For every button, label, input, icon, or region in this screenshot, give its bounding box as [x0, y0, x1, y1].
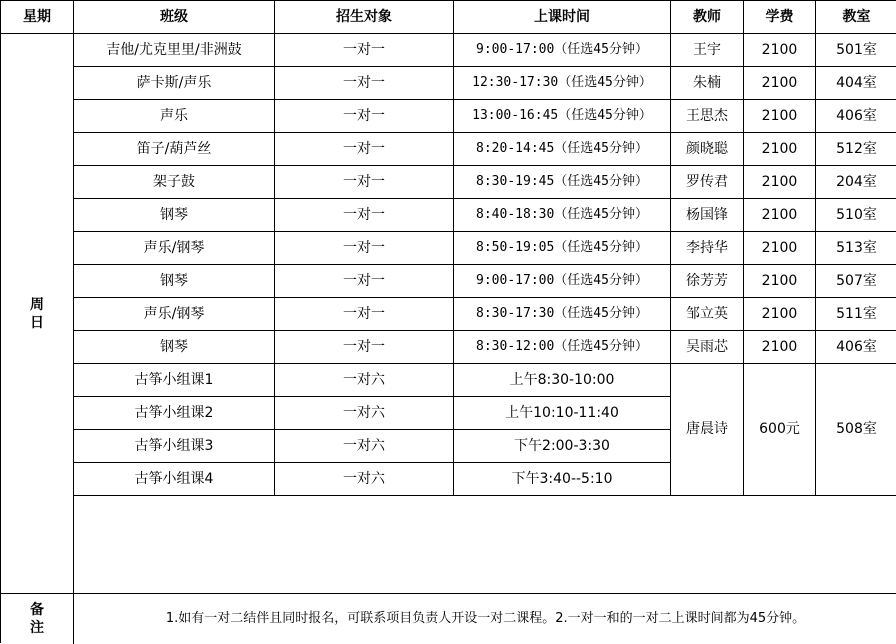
row-target-cell: 一对一 [275, 34, 454, 67]
row-teacher-cell: 朱楠 [671, 67, 744, 100]
row-room-cell: 510室 [816, 199, 896, 232]
row-time-cell: 8:30-17:30（任选45分钟） [454, 298, 671, 331]
row-target-cell: 一对一 [275, 67, 454, 100]
row-time-cell: 8:30-12:00（任选45分钟） [454, 331, 671, 364]
row-room-cell: 501室 [816, 34, 896, 67]
row-room-cell: 511室 [816, 298, 896, 331]
row-fee-cell: 2100 [744, 232, 816, 265]
group-fee-cell: 600元 [744, 364, 816, 496]
row-time-cell: 13:00-16:45（任选45分钟） [454, 100, 671, 133]
row-fee-cell: 2100 [744, 265, 816, 298]
row-fee-cell: 2100 [744, 67, 816, 100]
row-class-cell: 吉他/尤克里里/非洲鼓 [74, 34, 275, 67]
row-time-cell: 9:00-17:00（任选45分钟） [454, 34, 671, 67]
row-room-cell: 204室 [816, 166, 896, 199]
group-class-cell: 古筝小组课2 [74, 397, 275, 430]
row-time-cell: 12:30-17:30（任选45分钟） [454, 67, 671, 100]
row-class-cell: 笛子/葫芦丝 [74, 133, 275, 166]
notes-label-char: 备 [30, 602, 44, 618]
row-class-cell: 钢琴 [74, 331, 275, 364]
row-target-cell: 一对一 [275, 232, 454, 265]
row-time-cell: 8:50-19:05（任选45分钟） [454, 232, 671, 265]
row-teacher-cell: 罗传君 [671, 166, 744, 199]
row-teacher-cell: 徐芳芳 [671, 265, 744, 298]
row-target-cell: 一对一 [275, 298, 454, 331]
row-room-cell: 507室 [816, 265, 896, 298]
row-fee-cell: 2100 [744, 331, 816, 364]
group-time-cell: 上午10:10-11:40 [454, 397, 671, 430]
group-room-cell: 508室 [816, 364, 896, 496]
row-class-cell: 萨卡斯/声乐 [74, 67, 275, 100]
group-class-cell: 古筝小组课4 [74, 463, 275, 496]
row-teacher-cell: 王思杰 [671, 100, 744, 133]
group-time-cell: 下午2:00-3:30 [454, 430, 671, 463]
weekday-cell [1, 34, 74, 594]
row-teacher-cell: 吴雨芯 [671, 331, 744, 364]
row-fee-cell: 2100 [744, 100, 816, 133]
row-teacher-cell: 李持华 [671, 232, 744, 265]
row-room-cell: 513室 [816, 232, 896, 265]
row-room-cell: 512室 [816, 133, 896, 166]
group-target-cell: 一对六 [275, 397, 454, 430]
row-target-cell: 一对一 [275, 100, 454, 133]
notes-text: 1.如有一对二结伴且同时报名，可联系项目负责人开设一对二课程。2.一对一和的一对二上课时间都为45分钟。 [165, 611, 806, 627]
row-room-cell: 404室 [816, 67, 896, 100]
header-teacher: 教师 [671, 1, 744, 34]
row-fee-cell: 2100 [744, 133, 816, 166]
header-class: 班级 [74, 1, 275, 34]
row-teacher-cell: 杨国锋 [671, 199, 744, 232]
row-time-cell: 8:30-19:45（任选45分钟） [454, 166, 671, 199]
header-room: 教室 [816, 1, 896, 34]
group-target-cell: 一对六 [275, 364, 454, 397]
row-teacher-cell: 王宇 [671, 34, 744, 67]
row-target-cell: 一对一 [275, 265, 454, 298]
row-teacher-cell: 邹立英 [671, 298, 744, 331]
row-fee-cell: 2100 [744, 298, 816, 331]
group-class-cell: 古筝小组课3 [74, 430, 275, 463]
row-fee-cell: 2100 [744, 199, 816, 232]
group-time-cell: 上午8:30-10:00 [454, 364, 671, 397]
row-target-cell: 一对一 [275, 199, 454, 232]
row-class-cell: 架子鼓 [74, 166, 275, 199]
group-teacher-cell: 唐晨诗 [671, 364, 744, 496]
row-class-cell: 声乐 [74, 100, 275, 133]
row-fee-cell: 2100 [744, 166, 816, 199]
row-target-cell: 一对一 [275, 331, 454, 364]
row-time-cell: 9:00-17:00（任选45分钟） [454, 265, 671, 298]
row-teacher-cell: 颜晓聪 [671, 133, 744, 166]
group-class-cell: 古筝小组课1 [74, 364, 275, 397]
row-target-cell: 一对一 [275, 133, 454, 166]
header-time: 上课时间 [454, 1, 671, 34]
notes-label [30, 601, 44, 637]
row-room-cell: 406室 [816, 331, 896, 364]
header-weekday: 星期 [1, 1, 74, 34]
group-time-cell: 下午3:40--5:10 [454, 463, 671, 496]
row-time-cell: 8:40-18:30（任选45分钟） [454, 199, 671, 232]
weekday-label [30, 296, 44, 332]
notes-text-cell [74, 594, 896, 644]
blank-area [74, 496, 896, 594]
header-fee: 学费 [744, 1, 816, 34]
row-class-cell: 声乐/钢琴 [74, 298, 275, 331]
row-room-cell: 406室 [816, 100, 896, 133]
row-class-cell: 声乐/钢琴 [74, 232, 275, 265]
row-time-cell: 8:20-14:45（任选45分钟） [454, 133, 671, 166]
notes-label-char: 注 [30, 620, 44, 636]
row-class-cell: 钢琴 [74, 199, 275, 232]
header-target: 招生对象 [275, 1, 454, 34]
row-target-cell: 一对一 [275, 166, 454, 199]
row-fee-cell: 2100 [744, 34, 816, 67]
notes-label-cell [1, 594, 74, 644]
group-target-cell: 一对六 [275, 430, 454, 463]
row-class-cell: 钢琴 [74, 265, 275, 298]
weekday-char: 日 [30, 314, 44, 331]
group-target-cell: 一对六 [275, 463, 454, 496]
weekday-char: 周 [30, 296, 44, 313]
